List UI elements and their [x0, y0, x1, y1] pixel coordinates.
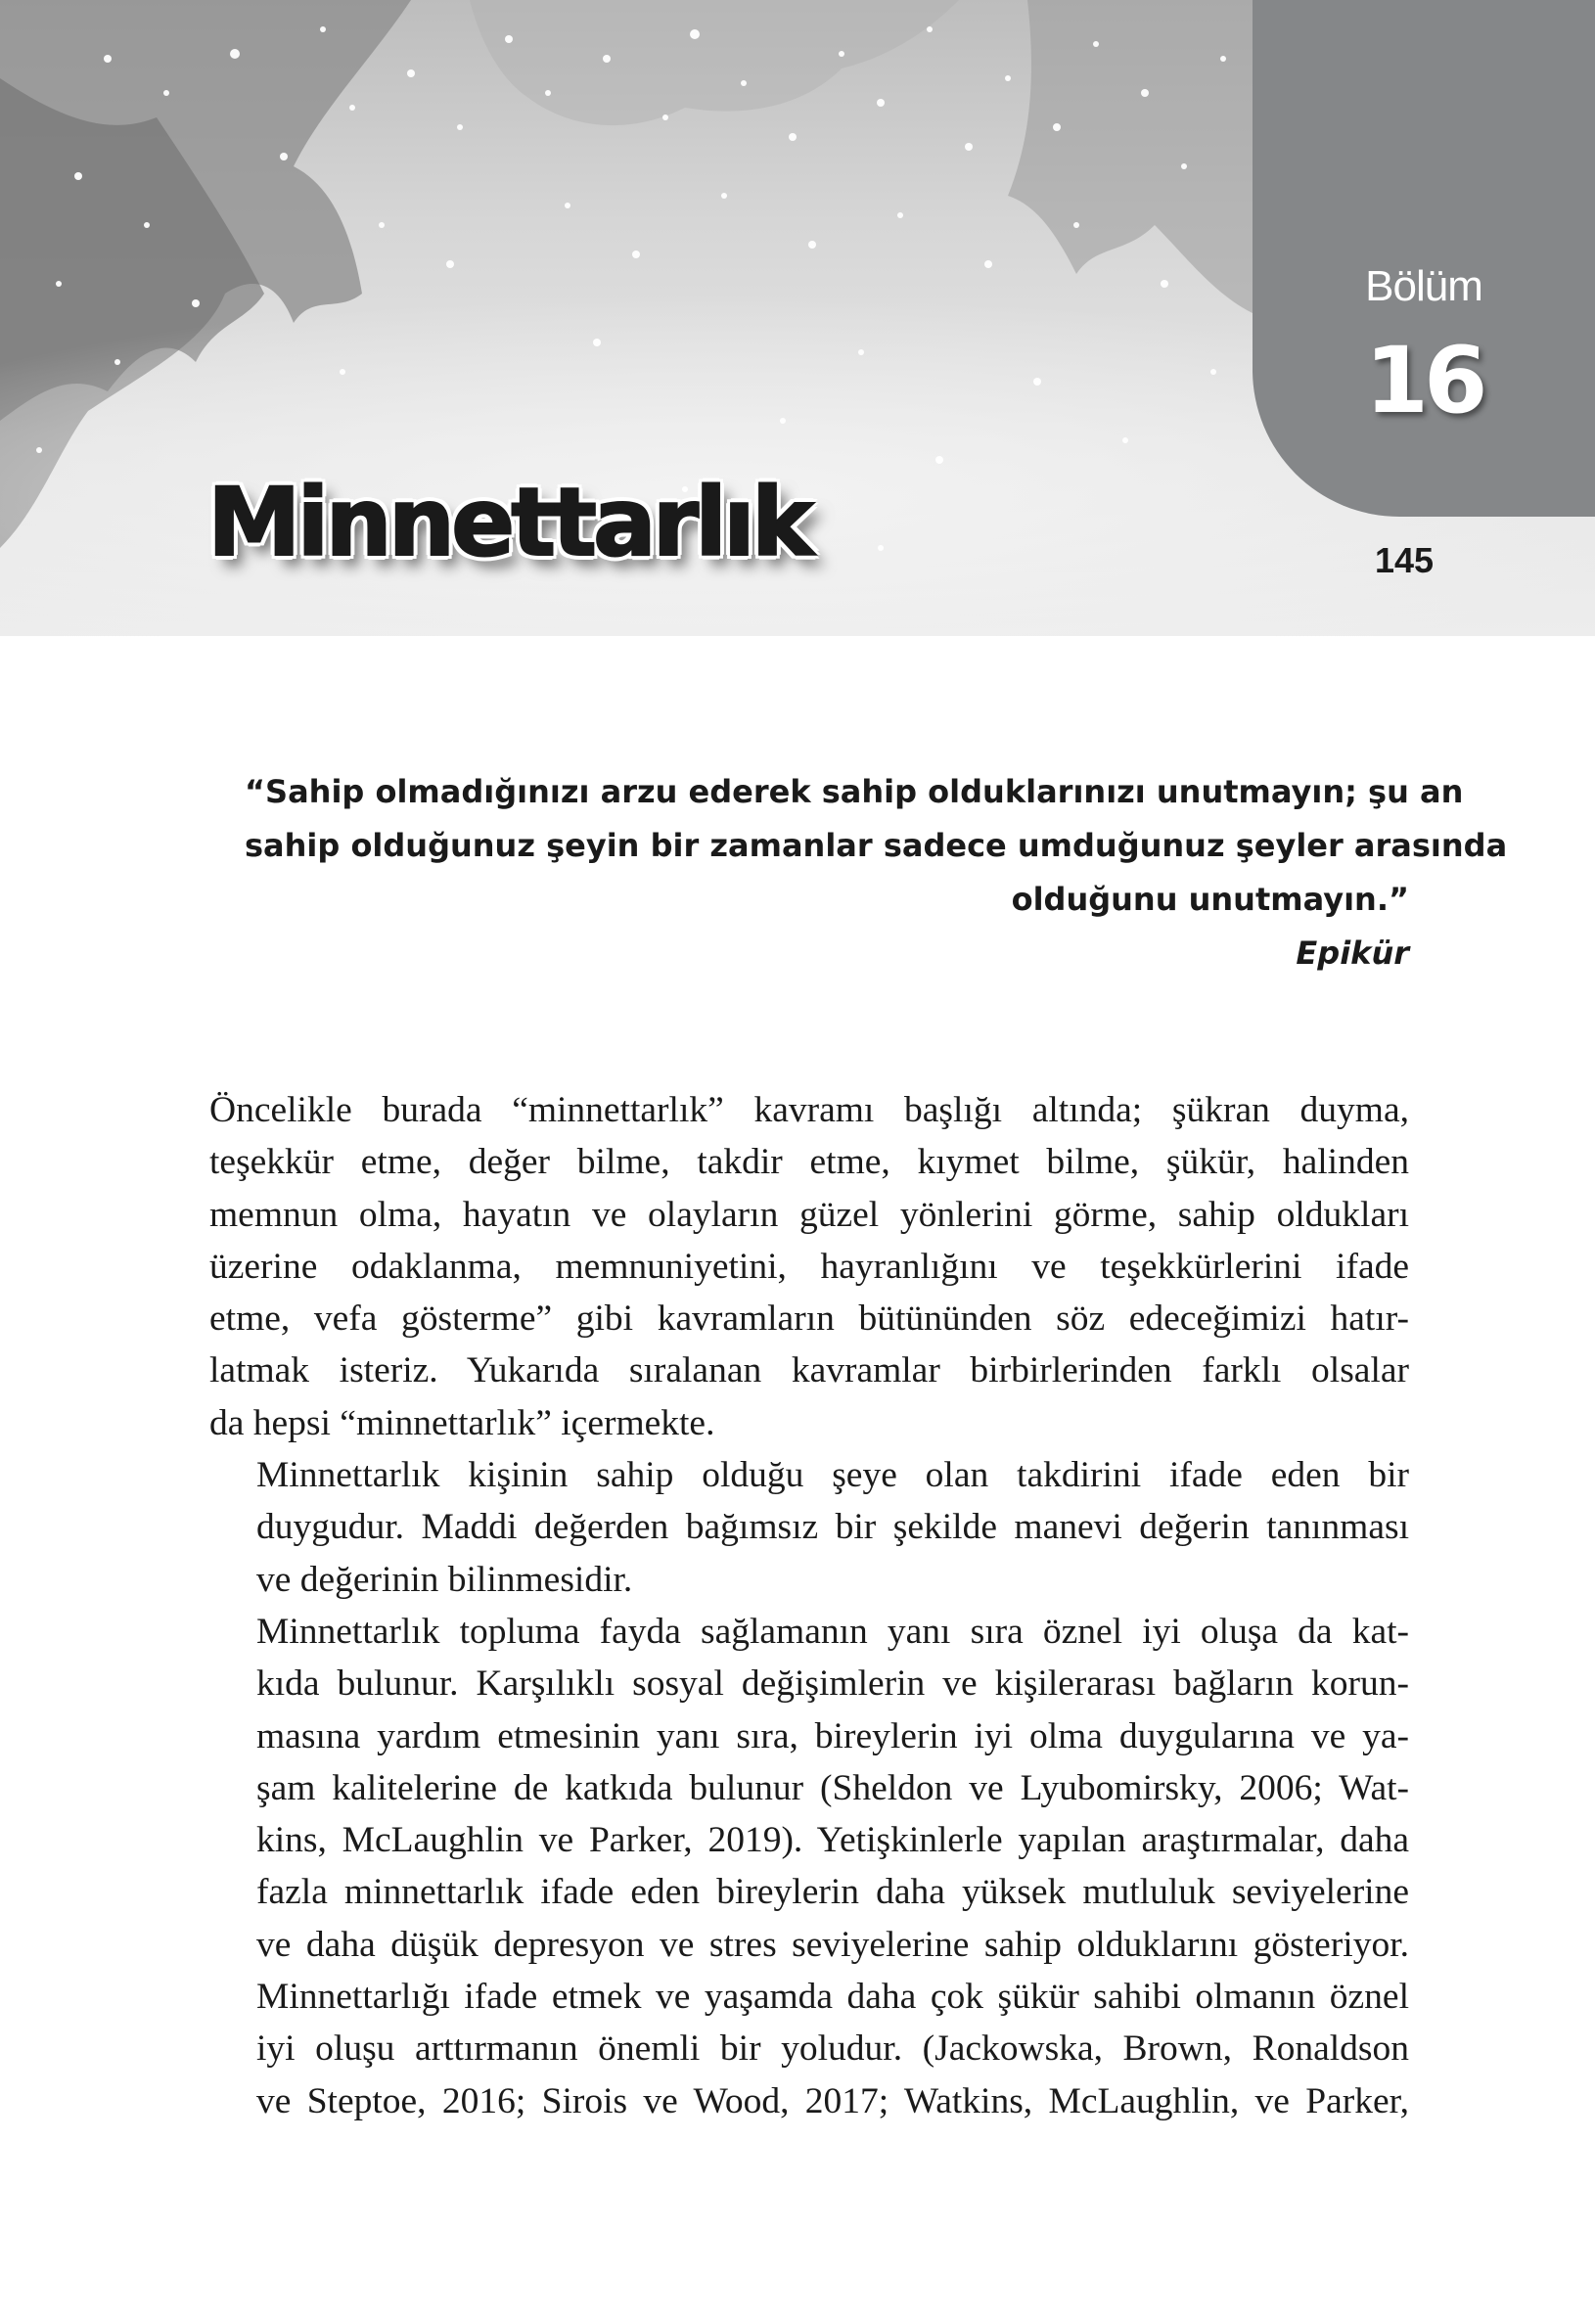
- text-line: memnun olma, hayatın ve olayların güzel yönlerini görme, sahip oldukları: [209, 1194, 1409, 1235]
- text-line: masına yardım etmesinin yanı sıra, bireylerin iyi olma duygularına ve ya-: [256, 1715, 1409, 1756]
- text-line: ve daha düşük depresyon ve stres seviyelerine sahip olduklarını gösteriyor.: [256, 1924, 1409, 1965]
- chapter-title: Minnettarlık: [207, 468, 810, 577]
- text-line: ve Steptoe, 2016; Sirois ve Wood, 2017; Watkins, McLaughlin, ve Parker,: [256, 2080, 1409, 2121]
- body-text: [209, 1084, 1409, 2127]
- paragraph: [209, 1084, 1409, 1449]
- epigraph-line: olduğunu unutmayın.”: [1011, 881, 1409, 918]
- epigraph-author: Epikür: [1296, 934, 1409, 972]
- text-line: ve değerinin bilinmesidir.: [256, 1559, 633, 1600]
- paragraph: [209, 1449, 1409, 1606]
- epigraph: [245, 765, 1508, 980]
- epigraph-line: sahip olduğunuz şeyin bir zamanlar sadece umduğunuz şeyler arasında: [245, 827, 1508, 864]
- paragraph: [209, 1606, 1409, 2127]
- text-line: iyi oluşu arttırmanın önemli bir yoludur. (Jackowska, Brown, Ronaldson: [256, 2028, 1409, 2070]
- text-line: duygudur. Maddi değerden bağımsız bir şekilde manevi değerin tanınması: [256, 1507, 1409, 1548]
- text-line: teşekkür etme, değer bilme, takdir etme, kıymet bilme, şükür, halinden: [209, 1142, 1409, 1183]
- text-line: etme, vefa gösterme” gibi kavramların bütününden söz edeceğimizi hatır-: [209, 1299, 1409, 1340]
- chapter-tab: [1253, 0, 1595, 517]
- chapter-label: Bölüm: [1365, 262, 1482, 310]
- text-line: fazla minnettarlık ifade eden bireylerin daha yüksek mutluluk seviyelerine: [256, 1872, 1409, 1913]
- text-line: da hepsi “minnettarlık” içermekte.: [209, 1402, 715, 1443]
- epigraph-line: “Sahip olmadığınızı arzu ederek sahip olduklarınızı unutmayın; şu an: [245, 773, 1464, 810]
- text-line: kıda bulunur. Karşılıklı sosyal değişimlerin ve kişilerarası bağların korun-: [256, 1663, 1409, 1705]
- text-line: Minnettarlık topluma fayda sağlamanın yanı sıra öznel iyi oluşa da kat-: [256, 1611, 1409, 1652]
- text-line: üzerine odaklanma, memnuniyetini, hayranlığını ve teşekkürlerini ifade: [209, 1246, 1409, 1287]
- chapter-number: 16: [1364, 328, 1483, 434]
- page-number: 145: [1374, 540, 1435, 580]
- text-line: kins, McLaughlin ve Parker, 2019). Yetişkinlerle yapılan araştırmalar, daha: [256, 1820, 1409, 1861]
- text-line: Minnettarlık kişinin sahip olduğu şeye olan takdirini ifade eden bir: [256, 1455, 1409, 1496]
- text-line: latmak isteriz. Yukarıda sıralanan kavramlar birbirlerinden farklı olsalar: [209, 1350, 1409, 1391]
- text-line: Öncelikle burada “minnettarlık” kavramı başlığı altında; şükran duyma,: [209, 1090, 1409, 1130]
- text-line: şam kalitelerine de katkıda bulunur (Sheldon ve Lyubomirsky, 2006; Wat-: [256, 1767, 1409, 1808]
- text-line: Minnettarlığı ifade etmek ve yaşamda daha çok şükür sahibi olmanın öznel: [256, 1977, 1409, 2018]
